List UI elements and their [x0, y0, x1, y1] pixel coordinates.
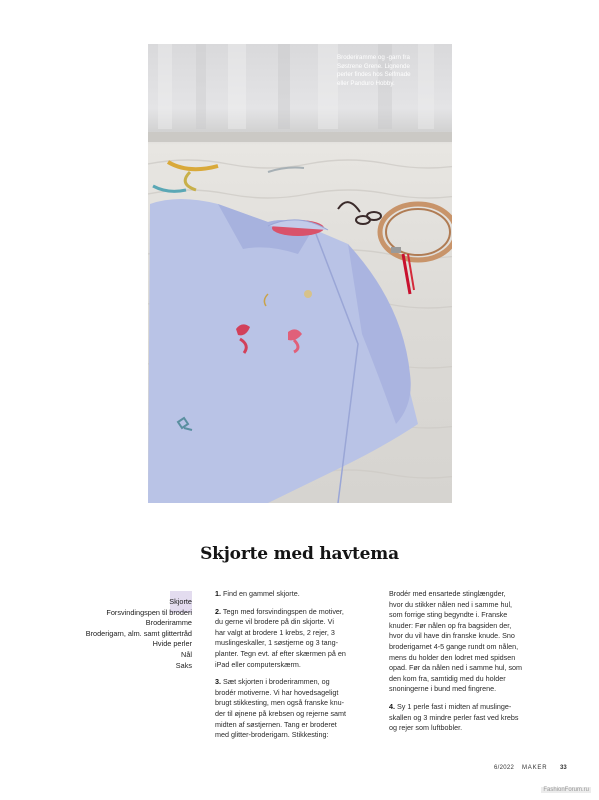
step-text: Sæt skjorten i broderirammen, og	[221, 677, 330, 687]
watermark: FashionForum.ru	[543, 787, 589, 793]
step-line: brugt stikkesting, men også franske knu-	[215, 698, 345, 708]
material-item: Forsvindingspen til broderi	[106, 607, 192, 617]
step-line: opad. Før da nålen ned i samme hul, som	[389, 663, 523, 673]
caption-line: Broderiramme og -garn fra	[337, 54, 410, 61]
step-line: midten af søstjernen. Tang er broderet	[215, 719, 337, 729]
step-3	[215, 677, 377, 741]
shirt-photo	[148, 44, 452, 503]
material-item: Broderiramme	[145, 618, 192, 628]
step-3-continued	[389, 589, 549, 695]
step-line: du gerne vil brodere på din skjorte. Vi	[215, 617, 334, 627]
step-line	[215, 607, 377, 618]
step-line: broderigarnet 4-5 gange rundt om nålen,	[389, 641, 519, 651]
material-item: Hvide perler	[152, 639, 192, 649]
caption-line: Søstrene Grene. Lignende	[337, 62, 410, 70]
material-item: Nål	[181, 649, 192, 659]
step-line: som forrige sting begyndte i. Franske	[389, 610, 508, 620]
step-text: Tegn med forsvindingspen de motiver,	[221, 606, 344, 616]
step-1	[215, 589, 377, 600]
step-2	[215, 607, 377, 671]
step-line: mens du holder den lodret med spidsen	[389, 652, 516, 662]
photo-caption	[337, 54, 449, 88]
step-line	[215, 589, 377, 600]
step-line: der til øjnene på krebsen og rejerne samt	[215, 708, 347, 718]
issue-number: 6/2022	[494, 765, 515, 771]
material-item: Broderigarn, alm. samt glittertråd	[85, 628, 192, 638]
step-line: Brodér med ensartede stinglængder,	[389, 589, 506, 598]
step-number: 2.	[215, 606, 221, 616]
step-text: Sy 1 perle fast i midten af muslinge-	[395, 701, 512, 711]
step-4	[389, 702, 549, 734]
step-number: 3.	[215, 677, 221, 687]
step-line: hvor du stikker nålen ned i samme hul,	[389, 599, 513, 609]
step-line: muslingeskaller, 1 søstjerne og 3 tang-	[215, 638, 339, 648]
instructions-column-1	[215, 589, 377, 748]
step-line: med glitter-broderigarn. Stikkesting:	[215, 730, 329, 740]
magazine-name: MAKER	[522, 765, 548, 771]
instructions-column-2	[389, 589, 549, 741]
material-item: Saks	[175, 660, 192, 670]
step-line: og rejer som luftbobler.	[389, 723, 463, 733]
step-number: 4.	[389, 701, 395, 711]
step-line: skallen og 3 mindre perler fast ved krebs	[389, 712, 519, 722]
step-line: har valgt at brodere 1 krebs, 2 rejer, 3	[215, 627, 335, 637]
material-item: Skjorte	[169, 597, 192, 606]
article-title: Skjorte med havtema	[200, 544, 399, 564]
step-line: den kom fra, samtidig med du holder	[389, 673, 506, 683]
step-line: brodér motiverne. Vi har hovedsageligt	[215, 687, 339, 697]
step-line: snoningerne i bund med fingrene.	[389, 684, 497, 694]
materials-list	[40, 597, 192, 671]
step-line	[215, 677, 377, 688]
step-line: planter. Tegn evt. af efter skærmen på en	[215, 648, 346, 658]
step-line	[389, 702, 549, 713]
step-line: hvor du vil have din franske knude. Sno	[389, 631, 515, 641]
photo-illustration	[148, 44, 452, 503]
step-line: knuder: Før nålen op fra bagsiden der,	[389, 620, 512, 630]
step-line: iPad eller computerskærm.	[215, 659, 301, 669]
page-number: 33	[560, 765, 567, 771]
caption-line: perler findes hos Selfmade	[337, 71, 411, 79]
step-text: Find en gammel skjorte.	[221, 589, 300, 598]
caption-line: eller Panduro Hobby.	[337, 79, 395, 87]
step-number: 1.	[215, 589, 221, 598]
